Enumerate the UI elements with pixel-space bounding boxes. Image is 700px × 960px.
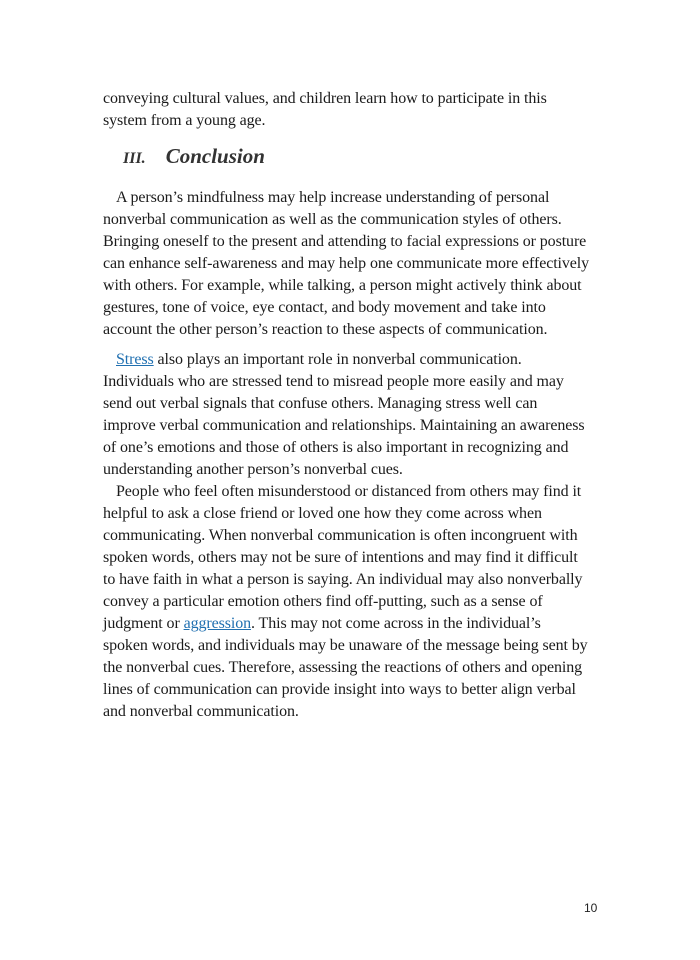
paragraph-line: and nonverbal communication.	[103, 703, 299, 720]
paragraph-line: spoken words, and individuals may be unaware of the message being sent by	[103, 637, 588, 654]
paragraph-line: convey a particular emotion others find off-putting, such as a sense of	[103, 593, 543, 610]
paragraph-line: A person’s mindfulness may help increase understanding of personal	[116, 189, 550, 206]
paragraph-line: can enhance self-awareness and may help one communicate more effectively	[103, 255, 590, 272]
paragraph-line: of one’s emotions and those of others is also important in recognizing and	[103, 439, 569, 456]
paragraph-line: lines of communication can provide insight into ways to better align verbal	[103, 681, 576, 698]
text-line: conveying cultural values, and children learn how to participate in this	[103, 90, 547, 107]
paragraph-line: to have faith in what a person is saying. An individual may also nonverbally	[103, 571, 583, 588]
page-number: 10	[584, 901, 598, 915]
section-heading	[123, 144, 265, 169]
paragraph-text: . This may not come across in the individual’s	[251, 615, 541, 632]
paragraph-line: spoken words, others may not be sure of intentions and may find it difficult	[103, 549, 578, 566]
paragraph-text: also plays an important role in nonverbal communication.	[153, 351, 522, 368]
aggression-link[interactable]: aggression	[183, 615, 252, 632]
paragraph-line: with others. For example, while talking, a person might actively think about	[103, 277, 582, 294]
paragraph-text: judgment or	[103, 615, 184, 632]
paragraph-line: Individuals who are stressed tend to misread people more easily and may	[103, 373, 564, 390]
paragraph-line: communicating. When nonverbal communication is often incongruent with	[103, 527, 578, 544]
paragraph-line	[116, 349, 522, 371]
section-number: III.	[123, 150, 146, 167]
paragraph-line: helpful to ask a close friend or loved one how they come across when	[103, 505, 542, 522]
paragraph-line: improve verbal communication and relationships. Maintaining an awareness	[103, 417, 585, 434]
paragraph-line: send out verbal signals that confuse others. Managing stress well can	[103, 395, 538, 412]
section-title: Conclusion	[165, 144, 265, 168]
stress-link[interactable]: Stress	[116, 351, 154, 368]
paragraph-line	[103, 613, 541, 635]
paragraph-line: People who feel often misunderstood or distanced from others may find it	[116, 483, 582, 500]
paragraph-line: Bringing oneself to the present and attending to facial expressions or posture	[103, 233, 587, 250]
paragraph-line: account the other person’s reaction to these aspects of communication.	[103, 321, 548, 338]
text-line: system from a young age.	[103, 112, 266, 129]
paragraph-line: nonverbal communication as well as the communication styles of others.	[103, 211, 562, 228]
paragraph-line: the nonverbal cues. Therefore, assessing the reactions of others and opening	[103, 659, 583, 676]
paragraph-line: gestures, tone of voice, eye contact, and body movement and take into	[103, 299, 546, 316]
paragraph-line: understanding another person’s nonverbal cues.	[103, 461, 403, 478]
